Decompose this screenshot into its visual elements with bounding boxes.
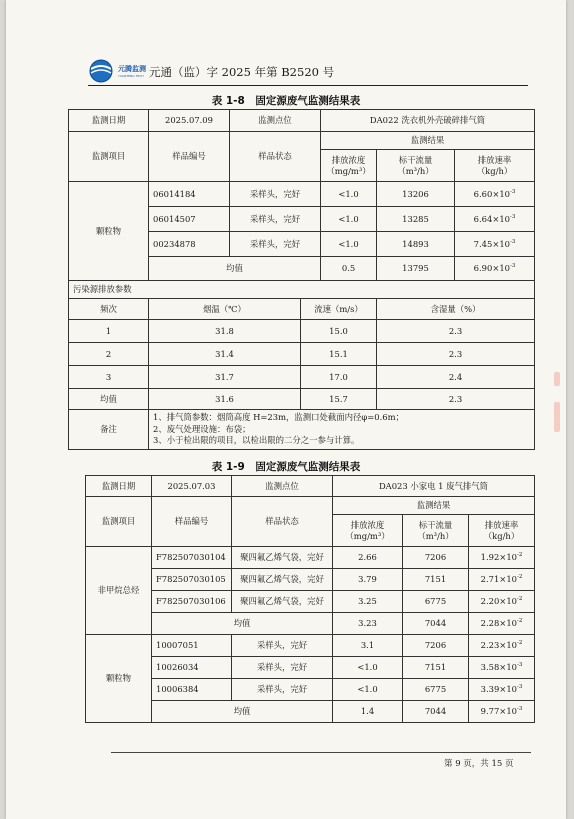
sample-state: 采样头，完好 — [230, 207, 321, 232]
logo-subtext: YUANTENG TECH — [118, 74, 144, 78]
point-value: DA022 洗衣机外壳破碎排气筒 — [321, 110, 535, 132]
conc-header — [333, 515, 403, 547]
temp-value: 31.4 — [149, 343, 301, 366]
moist-label: 含湿量（%） — [377, 299, 535, 320]
sample-no-label: 样品编号 — [149, 132, 230, 182]
table-row — [69, 182, 535, 207]
freq-value: 均值 — [69, 389, 149, 410]
freq-label: 频次 — [69, 299, 149, 320]
sample-no-label: 样品编号 — [152, 497, 232, 547]
table-row — [86, 569, 535, 591]
avg-conc: 3.23 — [333, 613, 403, 635]
avg-rate: $9.77\times 10^{-3}$ — [469, 701, 535, 723]
flow-header — [403, 515, 469, 547]
temp-label: 烟温（℃） — [149, 299, 301, 320]
rate-header — [469, 515, 535, 547]
rate-label: 排放速率 — [477, 155, 512, 166]
sample-state-label: 样品状态 — [232, 497, 333, 547]
sample-state-label: 样品状态 — [230, 132, 321, 182]
sample-state: 采样头，完好 — [232, 679, 333, 701]
conc-value: <1.0 — [321, 232, 377, 257]
conc-value: 2.66 — [333, 547, 403, 569]
flow-value: 7206 — [403, 635, 469, 657]
moist-value: 2.3 — [377, 320, 535, 343]
table-row — [86, 679, 535, 701]
footer-divider — [111, 752, 531, 753]
item-name: 非甲烷总烃 — [86, 547, 152, 635]
seal-fragment — [554, 402, 560, 432]
avg-flow: 7044 — [403, 613, 469, 635]
freq-value: 3 — [69, 366, 149, 389]
conc-value: 3.25 — [333, 591, 403, 613]
flow-value: 6775 — [403, 679, 469, 701]
speed-label: 流速（m/s） — [301, 299, 377, 320]
result-label: 监测结果 — [333, 497, 535, 515]
sample-state: 聚四氟乙烯气袋，完好 — [232, 547, 333, 569]
point-label: 监测点位 — [230, 110, 321, 132]
rate-value: $7.45\times 10^{-3}$ — [455, 232, 535, 257]
moist-value: 2.3 — [377, 389, 535, 410]
sample-state: 采样头，完好 — [232, 657, 333, 679]
sample-state: 聚四氟乙烯气袋，完好 — [232, 569, 333, 591]
freq-value: 1 — [69, 320, 149, 343]
speed-value: 17.0 — [301, 366, 377, 389]
flow-value: 7151 — [403, 657, 469, 679]
freq-value: 2 — [69, 343, 149, 366]
rate-unit: （kg/h） — [476, 165, 513, 176]
seal-fragment — [554, 372, 560, 386]
conc-value: <1.0 — [333, 679, 403, 701]
params-row — [69, 320, 535, 343]
temp-value: 31.8 — [149, 320, 301, 343]
rate-value: $1.92\times 10^{-2}$ — [469, 547, 535, 569]
params-row — [69, 389, 535, 410]
rate-label: 排放速率 — [484, 520, 519, 531]
header-divider — [88, 85, 528, 86]
flow-value: 7151 — [403, 569, 469, 591]
company-logo-icon — [88, 58, 118, 84]
average-row — [86, 701, 535, 723]
conc-value: 3.1 — [333, 635, 403, 657]
sample-no: 06014184 — [149, 182, 230, 207]
moist-value: 2.3 — [377, 343, 535, 366]
table-row — [86, 547, 535, 569]
remark-line: 2、废气处理设施：布袋； — [153, 423, 251, 434]
report-page — [6, 0, 566, 819]
avg-label: 均值 — [152, 613, 333, 635]
document-number: 元通（监）字 2025 年第 B2520 号 — [149, 65, 335, 79]
avg-rate: $6.90\times 10^{-3}$ — [455, 257, 535, 281]
item-label: 监测项目 — [69, 132, 149, 182]
sample-no: F782507030105 — [152, 569, 232, 591]
sample-state: 采样头，完好 — [230, 232, 321, 257]
sample-no: 10007051 — [152, 635, 232, 657]
avg-label: 均值 — [152, 701, 333, 723]
conc-unit: （mg/m³） — [326, 165, 371, 176]
avg-flow: 13795 — [377, 257, 455, 281]
speed-value: 15.0 — [301, 320, 377, 343]
avg-label: 均值 — [149, 257, 321, 281]
table-row — [86, 635, 535, 657]
rate-value: $2.23\times 10^{-2}$ — [469, 635, 535, 657]
result-label: 监测结果 — [321, 132, 535, 150]
rate-value: $3.58\times 10^{-3}$ — [469, 657, 535, 679]
average-row — [86, 613, 535, 635]
page-number: 第 9 页，共 15 页 — [444, 759, 514, 769]
table-row — [86, 591, 535, 613]
speed-value: 15.7 — [301, 389, 377, 410]
conc-value: <1.0 — [333, 657, 403, 679]
params-row — [69, 366, 535, 389]
conc-unit: （mg/m³） — [345, 530, 390, 541]
flow-value: 7206 — [403, 547, 469, 569]
rate-header — [455, 150, 535, 182]
flow-unit: （m³/h） — [417, 530, 454, 541]
table-1-9 — [85, 475, 535, 723]
conc-label: 排放浓度 — [350, 520, 385, 531]
date-value: 2025.07.03 — [152, 476, 232, 497]
flow-value: 14893 — [377, 232, 455, 257]
item-name: 颗粒物 — [86, 635, 152, 723]
sample-state: 聚四氟乙烯气袋，完好 — [232, 591, 333, 613]
date-label: 监测日期 — [86, 476, 152, 497]
page-header — [88, 58, 528, 84]
conc-value: 3.79 — [333, 569, 403, 591]
sample-no: F782507030104 — [152, 547, 232, 569]
point-value: DA023 小家电 1 废气排气筒 — [333, 476, 535, 497]
table-1-8-caption: 表 1-8 固定源废气监测结果表 — [211, 95, 361, 107]
avg-conc: 0.5 — [321, 257, 377, 281]
remark-line: 3、小于检出限的项目，以检出限的二分之一参与计算。 — [153, 435, 360, 446]
conc-label: 排放浓度 — [331, 155, 366, 166]
flow-header — [377, 150, 455, 182]
params-row — [69, 343, 535, 366]
flow-unit: （m³/h） — [397, 165, 434, 176]
params-title: 污染源排放参数 — [69, 281, 535, 299]
flow-value: 13206 — [377, 182, 455, 207]
moist-value: 2.4 — [377, 366, 535, 389]
sample-no: 10026034 — [152, 657, 232, 679]
flow-label: 标干流量 — [398, 155, 433, 166]
item-name: 颗粒物 — [69, 182, 149, 281]
conc-value: <1.0 — [321, 207, 377, 232]
rate-value: $3.39\times 10^{-3}$ — [469, 679, 535, 701]
date-label: 监测日期 — [69, 110, 149, 132]
flow-value: 6775 — [403, 591, 469, 613]
rate-value: $2.71\times 10^{-2}$ — [469, 569, 535, 591]
remarks-label: 备注 — [69, 410, 149, 450]
temp-value: 31.7 — [149, 366, 301, 389]
conc-header — [321, 150, 377, 182]
table-1-8 — [68, 109, 535, 450]
logo-text: 元腾监测 — [118, 65, 146, 73]
table-row — [86, 657, 535, 679]
sample-no: 06014507 — [149, 207, 230, 232]
sample-no: F782507030106 — [152, 591, 232, 613]
sample-state: 采样头，完好 — [232, 635, 333, 657]
sample-no: 00234878 — [149, 232, 230, 257]
rate-value: $6.60\times 10^{-3}$ — [455, 182, 535, 207]
remarks-text — [149, 410, 535, 450]
item-label: 监测项目 — [86, 497, 152, 547]
avg-flow: 7044 — [403, 701, 469, 723]
flow-value: 13285 — [377, 207, 455, 232]
sample-no: 10006384 — [152, 679, 232, 701]
conc-value: <1.0 — [321, 182, 377, 207]
rate-unit: （kg/h） — [483, 530, 520, 541]
avg-rate: $2.28\times 10^{-2}$ — [469, 613, 535, 635]
remark-line: 1、排气筒参数：烟筒高度 H=23m，监测口处截面内径φ=0.6m； — [153, 412, 404, 423]
point-label: 监测点位 — [232, 476, 333, 497]
date-value: 2025.07.09 — [149, 110, 230, 132]
rate-value: $2.20\times 10^{-2}$ — [469, 591, 535, 613]
flow-label: 标干流量 — [418, 520, 453, 531]
avg-conc: 1.4 — [333, 701, 403, 723]
sample-state: 采样头，完好 — [230, 182, 321, 207]
temp-value: 31.6 — [149, 389, 301, 410]
speed-value: 15.1 — [301, 343, 377, 366]
table-1-9-caption: 表 1-9 固定源废气监测结果表 — [211, 461, 361, 473]
rate-value: $6.64\times 10^{-3}$ — [455, 207, 535, 232]
